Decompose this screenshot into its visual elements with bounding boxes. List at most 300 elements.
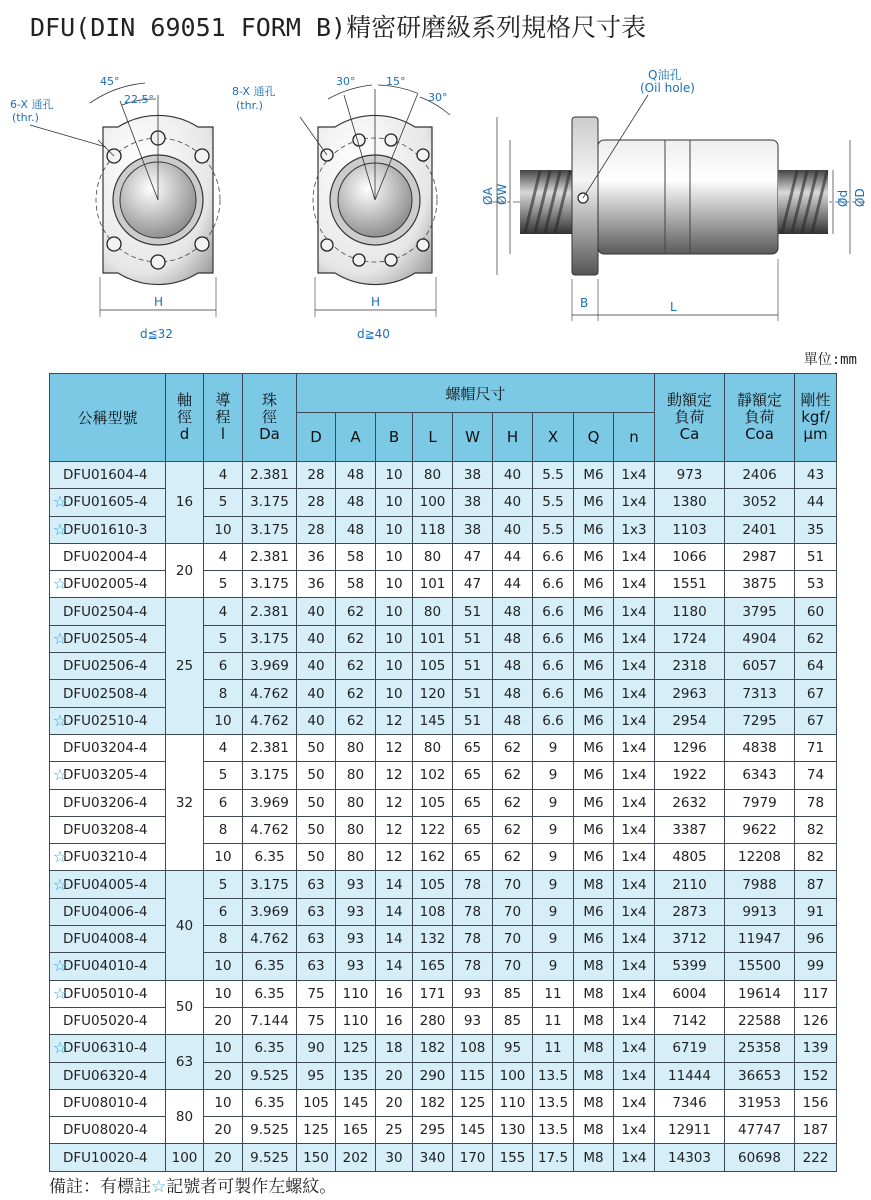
cell-A: 62: [336, 653, 376, 680]
cell-W: 78: [453, 926, 493, 953]
cell-A: 93: [336, 871, 376, 898]
cell-H: 70: [493, 926, 533, 953]
cell-n: 1x4: [614, 625, 655, 652]
left-thread-star-icon: ☆: [52, 1038, 68, 1058]
oil-hole-label: Q油孔: [648, 68, 682, 82]
cell-L: 340: [413, 1144, 453, 1171]
cell-D: 105: [297, 1089, 336, 1116]
cell-lead: 4: [204, 462, 243, 489]
cell-L: 290: [413, 1062, 453, 1089]
cell-W: 65: [453, 844, 493, 871]
cell-coa: 19614: [725, 980, 795, 1007]
cell-X: 9: [533, 871, 574, 898]
cell-H: 62: [493, 762, 533, 789]
cell-da: 3.175: [243, 516, 297, 543]
header-model: 公稱型號: [50, 374, 166, 462]
model-cell: DFU01610-3: [50, 516, 166, 543]
cell-D: 28: [297, 516, 336, 543]
cell-W: 38: [453, 462, 493, 489]
cell-X: 11: [533, 1007, 574, 1034]
model-cell: DFU04010-4: [50, 953, 166, 980]
header-col-D: D: [297, 413, 336, 462]
cell-L: 80: [413, 734, 453, 761]
cell-X: 9: [533, 789, 574, 816]
cell-B: 20: [376, 1089, 413, 1116]
cell-ca: 6719: [655, 1035, 725, 1062]
cell-n: 1x4: [614, 871, 655, 898]
spec-table: [49, 373, 837, 1172]
cell-n: 1x4: [614, 462, 655, 489]
cell-Q: M6: [574, 762, 614, 789]
cell-L: 105: [413, 871, 453, 898]
cell-X: 13.5: [533, 1117, 574, 1144]
left-thread-star-icon: ☆: [52, 956, 68, 976]
footnote-text-after: 記號者可製作左螺紋。: [166, 1177, 337, 1197]
cell-B: 12: [376, 789, 413, 816]
cell-da: 4.762: [243, 926, 297, 953]
cell-L: 122: [413, 816, 453, 843]
model-cell: DFU08010-4: [50, 1089, 166, 1116]
cell-da: 6.35: [243, 844, 297, 871]
cell-W: 78: [453, 953, 493, 980]
cell-L: 165: [413, 953, 453, 980]
cell-H: 48: [493, 598, 533, 625]
cell-B: 18: [376, 1035, 413, 1062]
cell-L: 101: [413, 571, 453, 598]
cell-H: 44: [493, 543, 533, 570]
cell-coa: 22588: [725, 1007, 795, 1034]
cell-coa: 6057: [725, 653, 795, 680]
cell-n: 1x4: [614, 980, 655, 1007]
cell-L: 182: [413, 1035, 453, 1062]
shaft-diameter-cell: 63: [166, 1035, 204, 1090]
left-thread-star-icon: ☆: [52, 710, 68, 730]
cell-coa: 36653: [725, 1062, 795, 1089]
spec-table-body: [50, 462, 837, 1172]
header-col-B: B: [376, 413, 413, 462]
cell-ca: 3712: [655, 926, 725, 953]
cell-D: 40: [297, 625, 336, 652]
cell-ca: 1296: [655, 734, 725, 761]
cell-da: 2.381: [243, 598, 297, 625]
cell-L: 101: [413, 625, 453, 652]
cell-coa: 9913: [725, 898, 795, 925]
cell-Q: M8: [574, 1144, 614, 1171]
header-static-load: 靜額定 負荷 Coa: [725, 374, 795, 462]
cell-H: 62: [493, 844, 533, 871]
cell-L: 102: [413, 762, 453, 789]
cell-D: 50: [297, 762, 336, 789]
cell-ca: 14303: [655, 1144, 725, 1171]
cell-k: 82: [795, 844, 837, 871]
left-thread-star-icon: ☆: [52, 628, 68, 648]
cell-A: 48: [336, 489, 376, 516]
header-col-X: X: [533, 413, 574, 462]
cell-k: 99: [795, 953, 837, 980]
cell-B: 10: [376, 625, 413, 652]
cell-coa: 7313: [725, 680, 795, 707]
cell-B: 25: [376, 1117, 413, 1144]
model-cell: DFU02005-4: [50, 571, 166, 598]
flange-front-view-8-hole: [232, 75, 450, 341]
cell-D: 125: [297, 1117, 336, 1144]
cell-X: 6.6: [533, 707, 574, 734]
cell-lead: 8: [204, 816, 243, 843]
cell-L: 80: [413, 462, 453, 489]
footnote-star-icon: ☆: [151, 1177, 167, 1197]
cell-da: 3.175: [243, 762, 297, 789]
cell-H: 48: [493, 653, 533, 680]
cell-Q: M6: [574, 844, 614, 871]
cell-X: 5.5: [533, 516, 574, 543]
angle-15-label: 15°: [386, 75, 406, 88]
cell-A: 125: [336, 1035, 376, 1062]
cell-X: 9: [533, 926, 574, 953]
cell-ca: 1724: [655, 625, 725, 652]
cell-D: 28: [297, 462, 336, 489]
cell-da: 4.762: [243, 707, 297, 734]
b-label: B: [580, 296, 589, 310]
cell-coa: 4904: [725, 625, 795, 652]
cell-L: 171: [413, 980, 453, 1007]
cell-da: 3.175: [243, 871, 297, 898]
cell-H: 85: [493, 980, 533, 1007]
table-row: [50, 1035, 837, 1062]
cell-B: 10: [376, 571, 413, 598]
cell-n: 1x4: [614, 1062, 655, 1089]
cell-ca: 5399: [655, 953, 725, 980]
cell-n: 1x4: [614, 707, 655, 734]
cell-W: 51: [453, 598, 493, 625]
cell-W: 125: [453, 1089, 493, 1116]
cell-Q: M6: [574, 543, 614, 570]
cell-k: 156: [795, 1089, 837, 1116]
cell-A: 62: [336, 707, 376, 734]
cell-lead: 8: [204, 680, 243, 707]
model-cell: DFU05020-4: [50, 1007, 166, 1034]
model-cell: DFU06320-4: [50, 1062, 166, 1089]
cell-k: 67: [795, 707, 837, 734]
cell-coa: 7979: [725, 789, 795, 816]
cell-lead: 5: [204, 871, 243, 898]
cell-B: 12: [376, 762, 413, 789]
hole-8x-thr-label: (thr.): [236, 99, 263, 112]
cell-coa: 3052: [725, 489, 795, 516]
shaft-diameter-cell: 25: [166, 598, 204, 734]
cell-D: 63: [297, 898, 336, 925]
cell-coa: 9622: [725, 816, 795, 843]
cell-coa: 6343: [725, 762, 795, 789]
model-cell: DFU04008-4: [50, 926, 166, 953]
cell-H: 48: [493, 707, 533, 734]
cell-W: 145: [453, 1117, 493, 1144]
cell-coa: 25358: [725, 1035, 795, 1062]
cell-k: 117: [795, 980, 837, 1007]
model-cell: DFU08020-4: [50, 1117, 166, 1144]
cell-W: 65: [453, 734, 493, 761]
cell-coa: 2987: [725, 543, 795, 570]
cell-coa: 3875: [725, 571, 795, 598]
header-col-W: W: [453, 413, 493, 462]
cell-D: 63: [297, 926, 336, 953]
cell-k: 126: [795, 1007, 837, 1034]
cell-coa: 7295: [725, 707, 795, 734]
cell-A: 80: [336, 816, 376, 843]
cell-Q: M6: [574, 707, 614, 734]
cell-L: 108: [413, 898, 453, 925]
cell-X: 9: [533, 953, 574, 980]
cell-W: 38: [453, 516, 493, 543]
cell-lead: 20: [204, 1117, 243, 1144]
shaft-diameter-cell: 40: [166, 871, 204, 980]
cell-H: 40: [493, 489, 533, 516]
hole-6x-thr-label: (thr.): [12, 111, 39, 124]
angle-22-label: 22.5°: [124, 93, 154, 106]
cell-Q: M6: [574, 625, 614, 652]
cell-X: 6.6: [533, 653, 574, 680]
model-cell: DFU05010-4: [50, 980, 166, 1007]
cell-Q: M6: [574, 516, 614, 543]
cell-X: 9: [533, 734, 574, 761]
cell-Q: M8: [574, 871, 614, 898]
middle-h-label: H: [371, 295, 381, 309]
table-row: [50, 598, 837, 625]
cell-H: 95: [493, 1035, 533, 1062]
cell-k: 82: [795, 816, 837, 843]
cell-k: 44: [795, 489, 837, 516]
cell-B: 12: [376, 816, 413, 843]
cell-W: 65: [453, 762, 493, 789]
cell-Q: M6: [574, 816, 614, 843]
cell-k: 62: [795, 625, 837, 652]
cell-lead: 20: [204, 1144, 243, 1171]
cell-coa: 60698: [725, 1144, 795, 1171]
left-thread-star-icon: ☆: [52, 765, 68, 785]
header-ball: 珠 徑 Da: [243, 374, 297, 462]
cell-L: 80: [413, 543, 453, 570]
cell-coa: 4838: [725, 734, 795, 761]
cell-W: 170: [453, 1144, 493, 1171]
cell-L: 80: [413, 598, 453, 625]
cell-lead: 10: [204, 980, 243, 1007]
cell-coa: 7988: [725, 871, 795, 898]
cell-lead: 20: [204, 1007, 243, 1034]
shaft-diameter-cell: 20: [166, 543, 204, 598]
cell-ca: 1551: [655, 571, 725, 598]
cell-L: 120: [413, 680, 453, 707]
cell-n: 1x4: [614, 816, 655, 843]
model-cell: DFU04005-4: [50, 871, 166, 898]
dia-d-small-label: Ød: [836, 189, 850, 207]
cell-A: 58: [336, 571, 376, 598]
footnote: [49, 1172, 336, 1197]
cell-D: 36: [297, 543, 336, 570]
cell-H: 40: [493, 516, 533, 543]
cell-B: 14: [376, 926, 413, 953]
cell-da: 9.525: [243, 1144, 297, 1171]
dia-w-label: ØW: [495, 183, 509, 205]
cell-A: 58: [336, 543, 376, 570]
footnote-text-before: 備註：有標註: [49, 1177, 151, 1197]
angle-45-label: 45°: [100, 75, 120, 88]
cell-n: 1x4: [614, 653, 655, 680]
left-thread-star-icon: ☆: [52, 874, 68, 894]
cell-k: 187: [795, 1117, 837, 1144]
shaft-diameter-cell: 50: [166, 980, 204, 1035]
table-row: [50, 543, 837, 570]
cell-D: 75: [297, 1007, 336, 1034]
cell-H: 130: [493, 1117, 533, 1144]
middle-d-range-label: d≧40: [357, 327, 390, 341]
cell-Q: M6: [574, 734, 614, 761]
cell-X: 6.6: [533, 598, 574, 625]
flange-front-view-6-hole: [10, 75, 220, 341]
cell-W: 51: [453, 680, 493, 707]
model-cell: DFU01604-4: [50, 462, 166, 489]
cell-n: 1x4: [614, 844, 655, 871]
cell-D: 40: [297, 598, 336, 625]
cell-Q: M6: [574, 489, 614, 516]
cell-W: 47: [453, 571, 493, 598]
cell-D: 75: [297, 980, 336, 1007]
cell-n: 1x4: [614, 1007, 655, 1034]
model-cell: DFU02505-4: [50, 625, 166, 652]
left-thread-star-icon: ☆: [52, 519, 68, 539]
cell-X: 6.6: [533, 571, 574, 598]
cell-lead: 8: [204, 926, 243, 953]
cell-X: 17.5: [533, 1144, 574, 1171]
cell-da: 3.969: [243, 789, 297, 816]
table-row: [50, 1144, 837, 1171]
cell-L: 145: [413, 707, 453, 734]
cell-L: 105: [413, 653, 453, 680]
left-h-label: H: [154, 295, 164, 309]
cell-Q: M8: [574, 1007, 614, 1034]
cell-A: 93: [336, 926, 376, 953]
cell-X: 13.5: [533, 1062, 574, 1089]
cell-X: 6.6: [533, 543, 574, 570]
cell-lead: 5: [204, 571, 243, 598]
model-cell: DFU03204-4: [50, 734, 166, 761]
model-cell: DFU03205-4: [50, 762, 166, 789]
cell-lead: 4: [204, 734, 243, 761]
header-lead: 導 程 l: [204, 374, 243, 462]
cell-A: 93: [336, 953, 376, 980]
cell-A: 80: [336, 789, 376, 816]
cell-ca: 2954: [655, 707, 725, 734]
cell-ca: 7346: [655, 1089, 725, 1116]
cell-A: 202: [336, 1144, 376, 1171]
cell-n: 1x4: [614, 680, 655, 707]
cell-W: 78: [453, 871, 493, 898]
cell-k: 51: [795, 543, 837, 570]
cell-lead: 6: [204, 898, 243, 925]
cell-k: 67: [795, 680, 837, 707]
cell-n: 1x4: [614, 926, 655, 953]
cell-X: 5.5: [533, 462, 574, 489]
shaft-diameter-cell: 32: [166, 734, 204, 870]
cell-L: 162: [413, 844, 453, 871]
cell-n: 1x4: [614, 1035, 655, 1062]
cell-n: 1x4: [614, 762, 655, 789]
cell-H: 70: [493, 953, 533, 980]
cell-B: 14: [376, 898, 413, 925]
model-cell: DFU02510-4: [50, 707, 166, 734]
cell-B: 12: [376, 707, 413, 734]
dia-a-label: ØA: [481, 187, 495, 205]
cell-Q: M6: [574, 789, 614, 816]
cell-A: 48: [336, 462, 376, 489]
table-row: [50, 871, 837, 898]
cell-W: 65: [453, 816, 493, 843]
table-row: [50, 734, 837, 761]
cell-H: 62: [493, 789, 533, 816]
cell-D: 150: [297, 1144, 336, 1171]
cell-lead: 10: [204, 953, 243, 980]
cell-W: 51: [453, 653, 493, 680]
cell-W: 65: [453, 789, 493, 816]
cell-W: 78: [453, 898, 493, 925]
cell-lead: 6: [204, 789, 243, 816]
cell-L: 105: [413, 789, 453, 816]
model-cell: DFU02508-4: [50, 680, 166, 707]
shaft-diameter-cell: 100: [166, 1144, 204, 1171]
left-thread-star-icon: ☆: [52, 492, 68, 512]
cell-da: 4.762: [243, 816, 297, 843]
cell-D: 50: [297, 734, 336, 761]
cell-ca: 12911: [655, 1117, 725, 1144]
model-cell: DFU10020-4: [50, 1144, 166, 1171]
cell-coa: 15500: [725, 953, 795, 980]
cell-H: 44: [493, 571, 533, 598]
cell-da: 9.525: [243, 1062, 297, 1089]
cell-Q: M6: [574, 598, 614, 625]
cell-A: 48: [336, 516, 376, 543]
page-title: DFU(DIN 69051 FORM B)精密研磨級系列規格尺寸表: [30, 13, 647, 42]
cell-H: 100: [493, 1062, 533, 1089]
cell-k: 96: [795, 926, 837, 953]
cell-n: 1x4: [614, 1144, 655, 1171]
cell-L: 132: [413, 926, 453, 953]
model-cell: DFU02506-4: [50, 653, 166, 680]
technical-drawings: [0, 55, 871, 345]
cell-lead: 5: [204, 762, 243, 789]
left-thread-star-icon: ☆: [52, 983, 68, 1003]
cell-ca: 2110: [655, 871, 725, 898]
cell-da: 4.762: [243, 680, 297, 707]
cell-H: 48: [493, 680, 533, 707]
cell-Q: M8: [574, 1062, 614, 1089]
cell-B: 12: [376, 844, 413, 871]
cell-k: 71: [795, 734, 837, 761]
cell-n: 1x4: [614, 734, 655, 761]
cell-ca: 1380: [655, 489, 725, 516]
cell-A: 62: [336, 598, 376, 625]
cell-coa: 2401: [725, 516, 795, 543]
cell-da: 2.381: [243, 462, 297, 489]
header-col-n: n: [614, 413, 655, 462]
hole-6x-label: 6-X 通孔: [10, 98, 54, 111]
cell-A: 165: [336, 1117, 376, 1144]
cell-lead: 10: [204, 1089, 243, 1116]
cell-B: 14: [376, 953, 413, 980]
cell-Q: M8: [574, 1035, 614, 1062]
cell-coa: 12208: [725, 844, 795, 871]
cell-H: 62: [493, 734, 533, 761]
cell-Q: M8: [574, 953, 614, 980]
cell-X: 6.6: [533, 680, 574, 707]
cell-D: 40: [297, 680, 336, 707]
